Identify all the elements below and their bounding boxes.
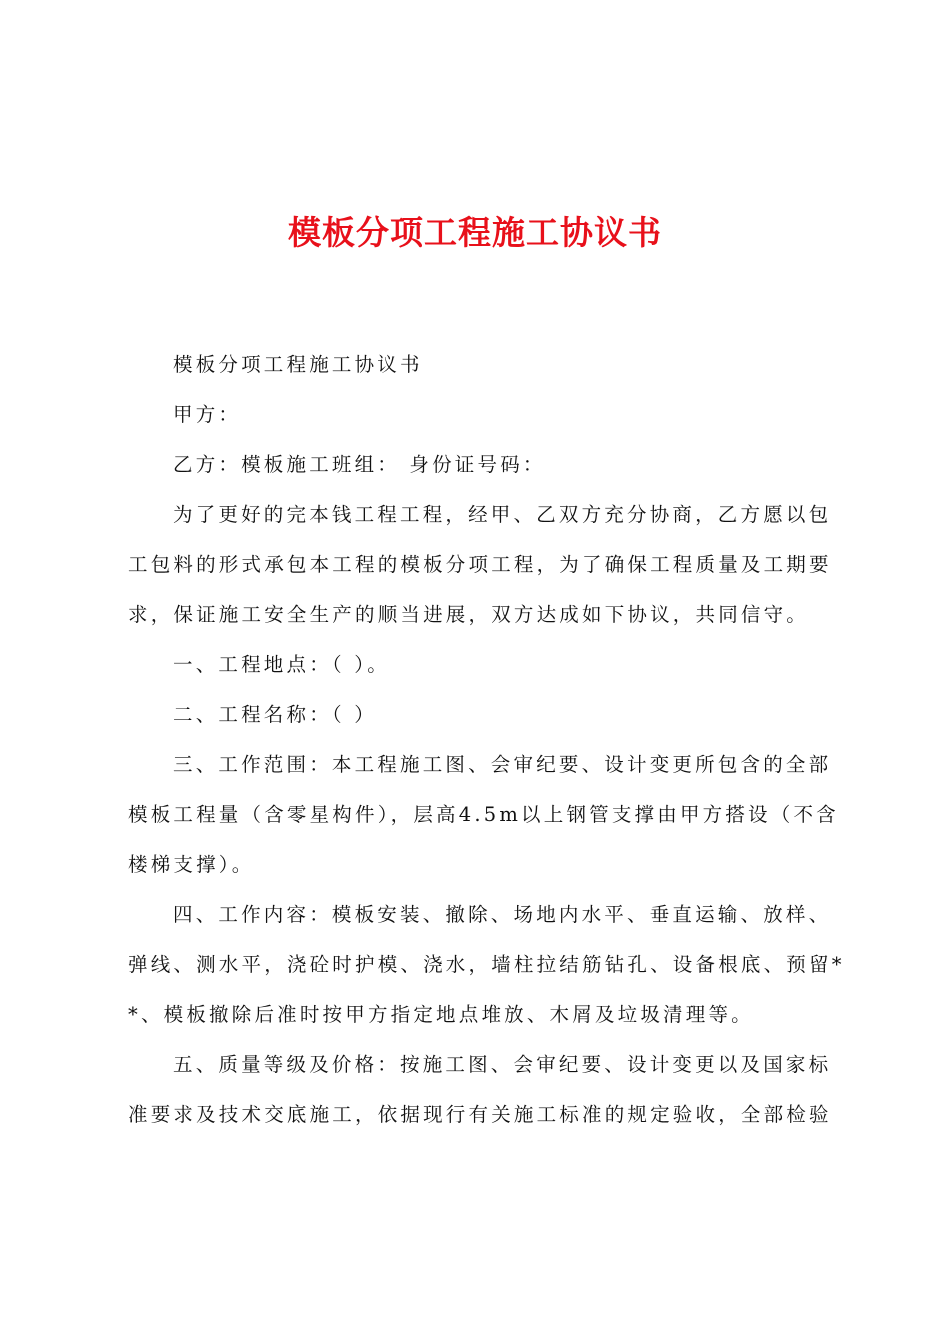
clause-5-quality-line-1: 五、质量等级及价格：按施工图、会审纪要、设计变更以及国家标 xyxy=(173,1053,832,1076)
document-title: 模板分项工程施工协议书 xyxy=(288,213,662,252)
clause-1-location: 一、工程地点：（ ）。 xyxy=(173,653,390,676)
body-heading-line: 模板分项工程施工协议书 xyxy=(173,353,423,376)
clause-5-quality-line-2: 准要求及技术交底施工，依据现行有关施工标准的规定验收，全部检验 xyxy=(128,1103,832,1126)
clause-3-scope-line-1: 三、工作范围：本工程施工图、会审纪要、设计变更所包含的全部 xyxy=(173,753,832,776)
clause-3-scope-line-2: 模板工程量（含零星构件），层高4.5m以上钢管支撑由甲方搭设（不含 xyxy=(128,803,839,826)
party-b-line: 乙方：模板施工班组： 身份证号码： xyxy=(173,453,546,476)
intro-paragraph-line-1: 为了更好的完本钱工程工程，经甲、乙双方充分协商，乙方愿以包 xyxy=(173,503,832,526)
clause-3-scope-line-3: 楼梯支撑）。 xyxy=(128,853,255,876)
intro-paragraph-line-2: 工包料的形式承包本工程的模板分项工程，为了确保工程质量及工期要 xyxy=(128,553,832,576)
clause-4-content-line-1: 四、工作内容：模板安装、撤除、场地内水平、垂直运输、放样、 xyxy=(173,903,832,926)
document-body xyxy=(128,340,845,1140)
intro-paragraph-line-3: 求，保证施工安全生产的顺当进展，双方达成如下协议，共同信守。 xyxy=(128,603,810,626)
party-a-line: 甲方： xyxy=(173,403,242,426)
clause-2-project-name: 二、工程名称：（ ） xyxy=(173,703,377,726)
clause-4-content-line-3: *、模板撤除后准时按甲方指定地点堆放、木屑及垃圾清理等。 xyxy=(128,1003,754,1026)
clause-4-content-line-2: 弹线、测水平，浇砼时护模、浇水，墙柱拉结筋钻孔、设备根底、预留* xyxy=(128,953,845,976)
